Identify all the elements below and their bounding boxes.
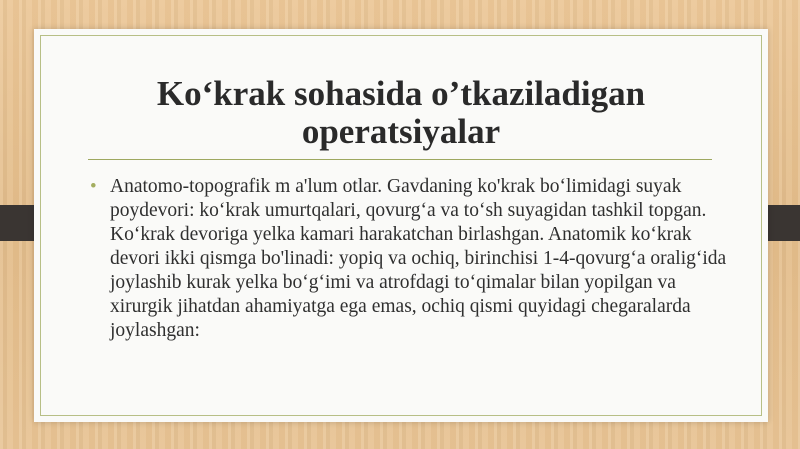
bullet-text: Anatomo-topografik m a'lum otlar. Gavdaning ko'krak bo‘limidagi suyak poydevori: ko‘krak umurtqalari, qovurg‘a va to‘sh suyagidan tashkil topgan. Ko‘krak devoriga yelka kamari harakatchan birlashgan. Anatomik ko‘krak devori ikki qismga bo'linadi: yopiq va ochiq, birinchisi 1-4-qovurg‘a oralig‘ida joylashib kurak yelka bo‘g‘imi va atrofdagi to‘qimalar bilan yopilgan va xirurgik jihatdan ahamiyatga ega emas, ochiq qismi quyidagi chegaralarda joylashgan: xyxy=(110,176,727,341)
bullet-marker-icon: • xyxy=(90,176,97,197)
slide-card xyxy=(34,29,768,422)
title-divider xyxy=(88,159,712,160)
bullet-item xyxy=(90,175,730,343)
slide-title: Ko‘krak sohasida o’tkaziladigan operatsiyalar xyxy=(156,74,646,151)
bullet-list xyxy=(90,175,730,343)
